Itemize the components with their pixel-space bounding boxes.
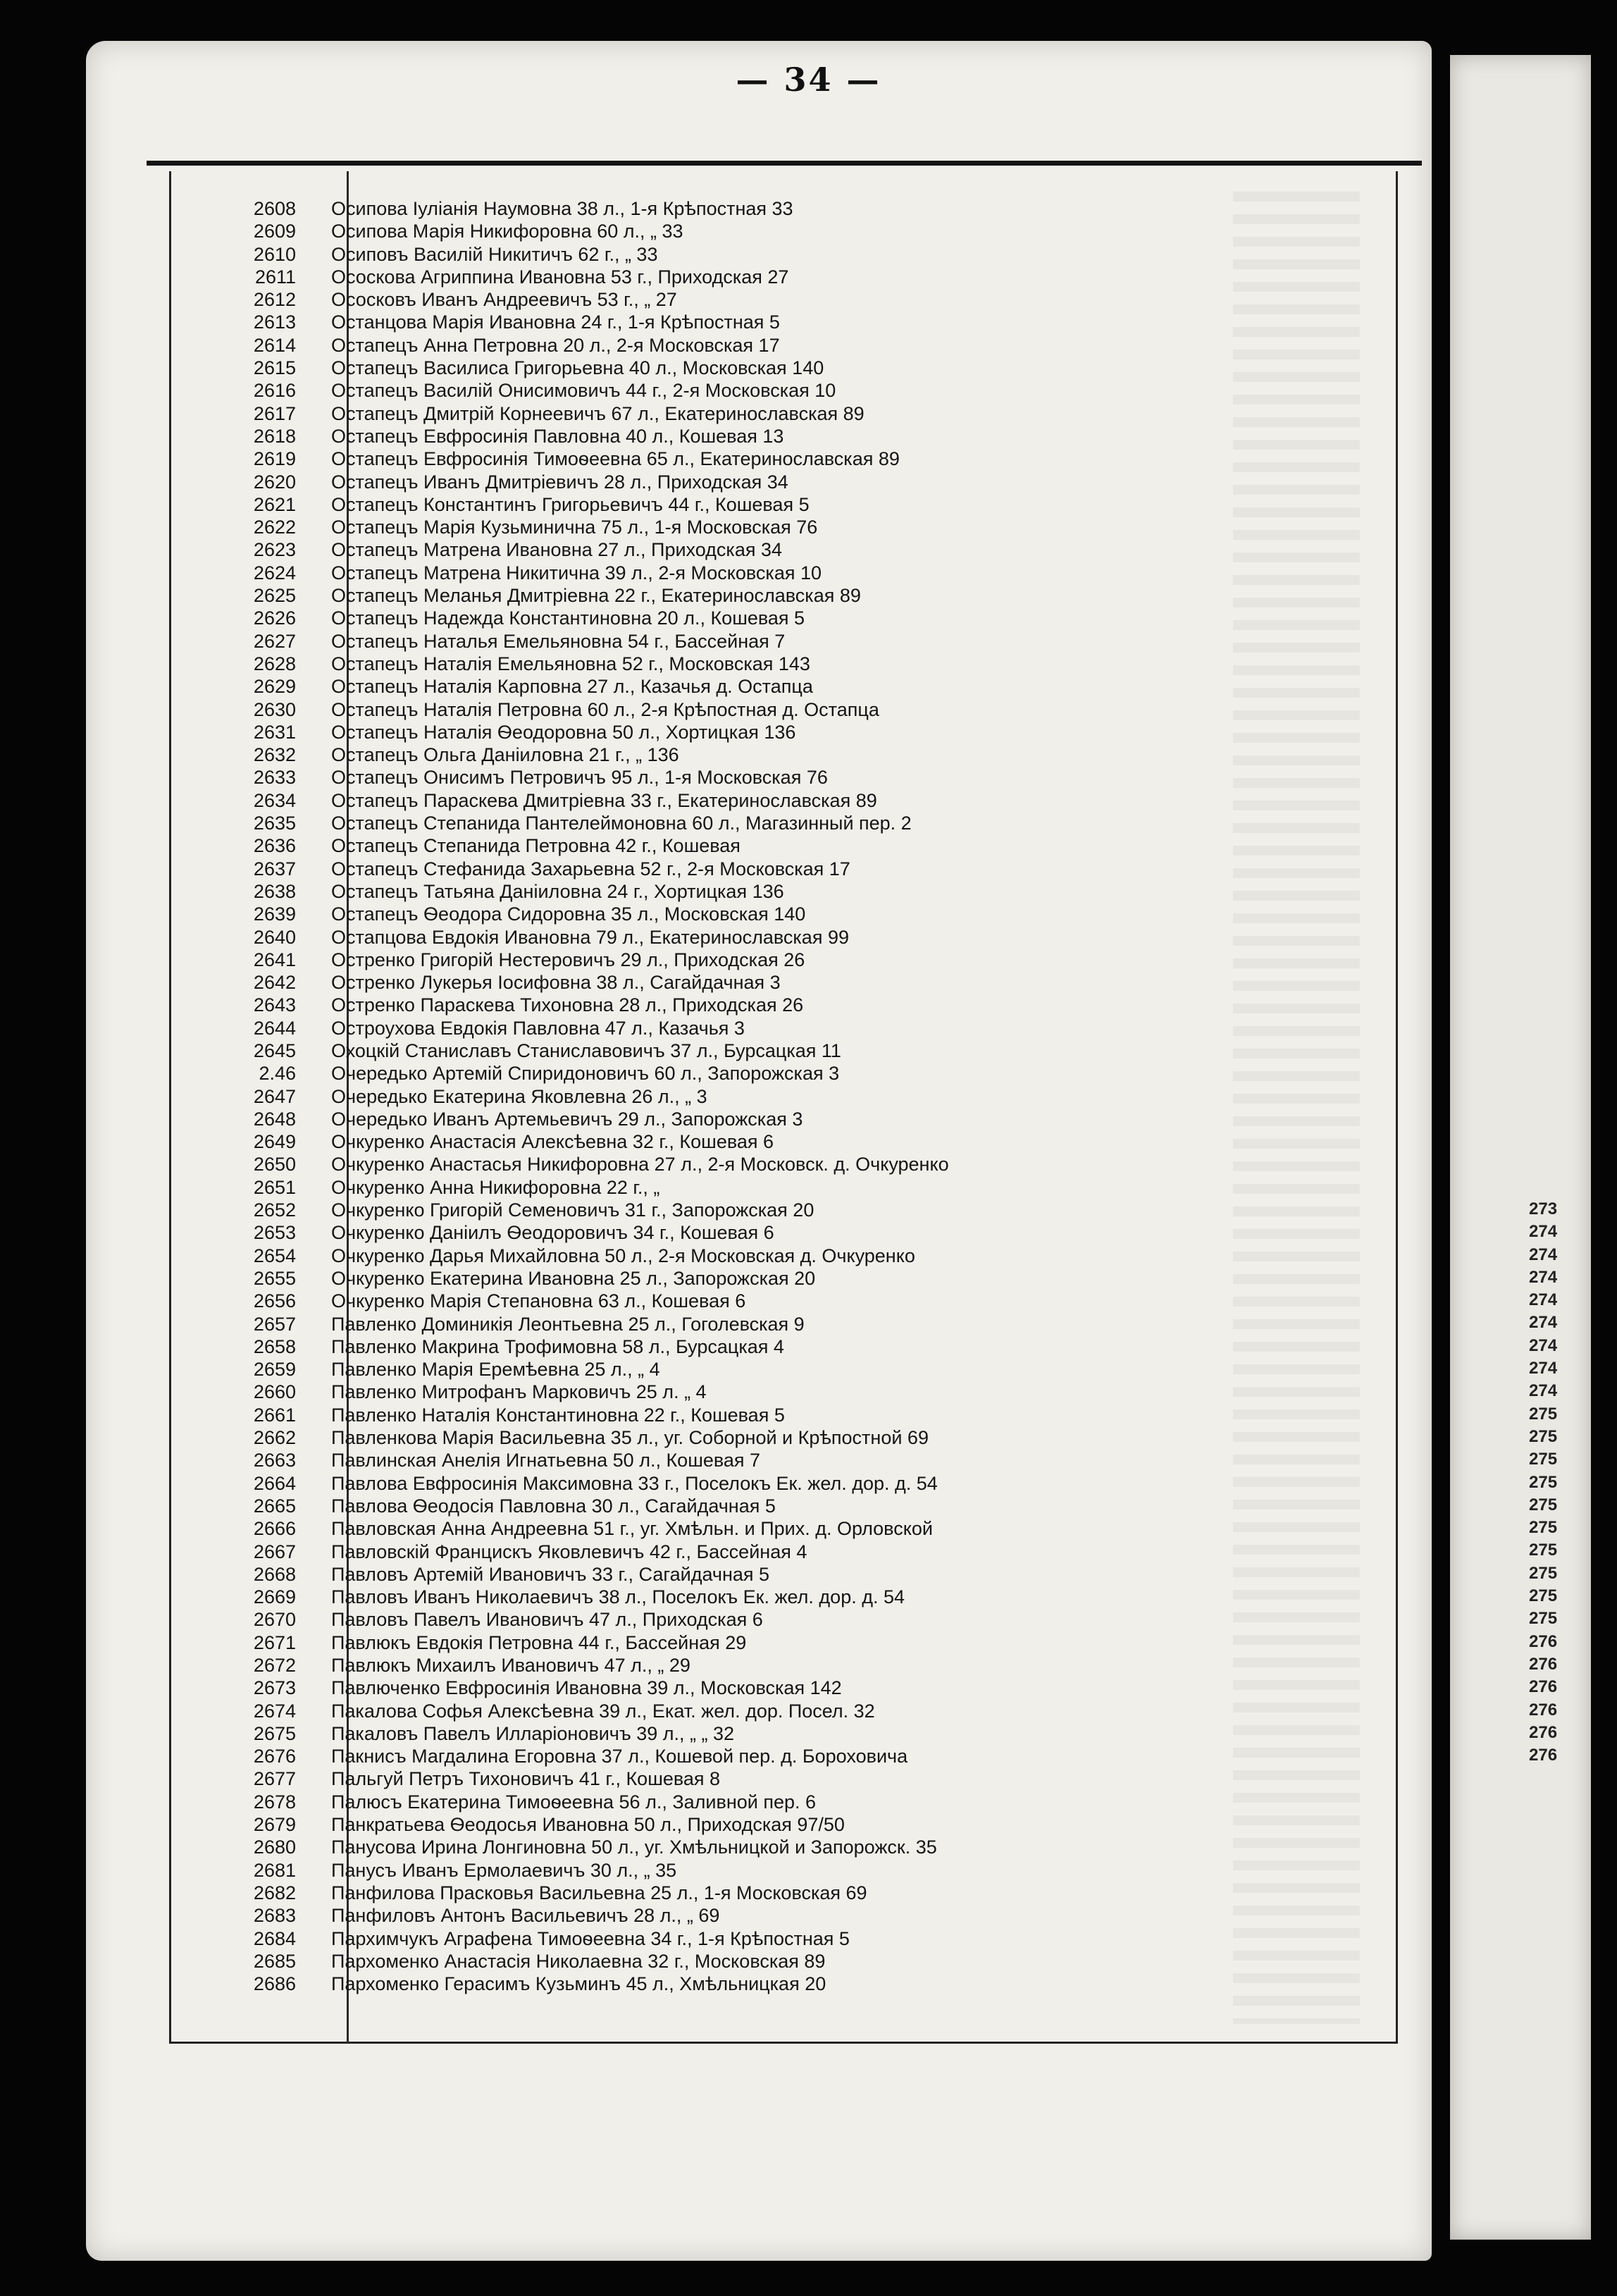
entry-text: Остапецъ Татьяна Даніиловна 24 г., Хортицкая 136 [331, 880, 784, 902]
entry-number: 2685 [253, 1950, 296, 1972]
entry-text: Павленко Марія Еремѣевна 25 л., „ 4 [331, 1359, 660, 1381]
entry-number: 2620 [253, 471, 296, 493]
entry-text: Ососковъ Иванъ Андреевичъ 53 г., „ 27 [331, 289, 677, 311]
adjacent-page-number: 274 [1529, 1313, 1558, 1333]
entry-number: 2640 [253, 926, 296, 948]
entry-number: 2623 [253, 539, 296, 561]
list-item [169, 858, 1367, 880]
entry-number: 2666 [253, 1518, 296, 1540]
entry-text: Остапецъ Евфросинія Тимоѳеевна 65 л., Екатеринославская 89 [331, 448, 900, 470]
entry-number: 2649 [253, 1131, 296, 1153]
entry-text: Остапцова Евдокія Ивановна 79 л., Екатеринославская 99 [331, 926, 849, 948]
entry-text: Остапецъ Степанида Петровна 42 г., Кошевая [331, 835, 741, 857]
entry-text: Очкуренко Григорій Семеновичъ 31 г., Запорожская 20 [331, 1199, 814, 1221]
entry-number: 2661 [253, 1404, 296, 1426]
header-rule [147, 161, 1422, 166]
entry-text: Пальгуй Петръ Тихоновичъ 41 г., Кошевая 8 [331, 1768, 721, 1790]
entry-text: Пакнисъ Магдалина Егоровна 37 л., Кошевой пер. д. Бороховича [331, 1746, 908, 1767]
list-item [169, 698, 1367, 721]
entry-number: 2628 [253, 653, 296, 674]
list-item [169, 1085, 1367, 1108]
entry-text: Остапецъ Параскева Дмитріевна 33 г., Екатеринославская 89 [331, 789, 877, 811]
list-item [169, 266, 1367, 288]
adjacent-page-number: 274 [1529, 1359, 1558, 1378]
entry-text: Палюсъ Екатерина Тимоѳеевна 56 л., Заливной пер. 6 [331, 1791, 817, 1813]
entry-text: Павловскій Францискъ Яковлевичъ 42 г., Бассейная 4 [331, 1541, 807, 1562]
entry-text: Пакалова Софья Алексѣевна 39 л., Екат. жел. дор. Посел. 32 [331, 1700, 875, 1722]
list-item [169, 1859, 1367, 1882]
list-item [169, 1130, 1367, 1153]
entry-number: 2674 [253, 1700, 296, 1722]
list-item [169, 1221, 1367, 1244]
list-item [169, 584, 1367, 607]
adjacent-page-number: 275 [1529, 1404, 1558, 1424]
entry-text: Очередько Иванъ Артемьевичъ 29 л., Запорожская 3 [331, 1108, 803, 1130]
entry-text: Павлюкъ Евдокія Петровна 44 г., Бассейная 29 [331, 1631, 747, 1653]
entry-number: 2632 [253, 744, 296, 766]
entry-text: Охоцкій Станиславъ Станиславовичъ 37 л., Бурсацкая 11 [331, 1039, 841, 1061]
entry-text: Павленкова Марія Васильевна 35 л., уг. Соборной и Крѣпостной 69 [331, 1427, 929, 1449]
list-item [169, 1335, 1367, 1358]
entry-number: 2638 [253, 880, 296, 902]
adjacent-page-number: 276 [1529, 1700, 1558, 1720]
list-item [169, 1608, 1367, 1631]
entry-number: 2680 [253, 1837, 296, 1858]
entry-number: 2639 [253, 903, 296, 925]
entry-number: 2619 [253, 448, 296, 470]
list-item [169, 949, 1367, 971]
list-item [169, 834, 1367, 857]
adjacent-page-number: 275 [1529, 1472, 1558, 1492]
entry-number: 2621 [253, 493, 296, 515]
entry-number: 2663 [253, 1450, 296, 1471]
entry-text: Павленко Макрина Трофимовна 58 л., Бурсацкая 4 [331, 1335, 784, 1357]
list-item [169, 630, 1367, 653]
list-item [169, 903, 1367, 925]
list-item [169, 1631, 1367, 1654]
adjacent-page-number: 276 [1529, 1677, 1558, 1697]
entry-number: 2658 [253, 1335, 296, 1357]
entry-text: Пакаловъ Павелъ Илларіоновичъ 39 л., „ „ 32 [331, 1722, 735, 1744]
list-item [169, 1541, 1367, 1563]
list-item [169, 1586, 1367, 1608]
entry-text: Остапецъ Наталія Петровна 60 л., 2-я Крѣпостная д. Остапца [331, 698, 879, 720]
entry-text: Осиповъ Василій Никитичъ 62 г., „ 33 [331, 243, 658, 265]
entry-text: Остапецъ Наталья Емельяновна 54 г., Бассейная 7 [331, 630, 786, 652]
entry-text: Очкуренко Анастасія Алексѣевна 32 г., Кошевая 6 [331, 1131, 774, 1153]
list-item [169, 1039, 1367, 1062]
entry-text: Панфилова Прасковья Васильевна 25 л., 1-я Московская 69 [331, 1882, 867, 1903]
adjacent-page-number: 276 [1529, 1654, 1558, 1674]
list-item [169, 1563, 1367, 1586]
entry-number: 2636 [253, 835, 296, 857]
entry-text: Панкратьева Ѳеодосья Ивановна 50 л., Приходская 97/50 [331, 1814, 845, 1836]
list-item [169, 425, 1367, 448]
entry-number: 2617 [253, 402, 296, 424]
list-item [169, 1904, 1367, 1927]
entry-text: Пархоменко Анастасія Николаевна 32 г., Московская 89 [331, 1950, 826, 1972]
entry-number: 2.46 [259, 1063, 296, 1085]
entry-text: Павленко Наталія Константиновна 22 г., Кошевая 5 [331, 1404, 785, 1426]
entry-number: 2671 [253, 1631, 296, 1653]
list-item [169, 880, 1367, 903]
list-item [169, 402, 1367, 425]
entry-number: 2672 [253, 1655, 296, 1676]
entry-number: 2679 [253, 1814, 296, 1836]
adjacent-page-number: 275 [1529, 1563, 1558, 1583]
page-number: — 34 — [736, 61, 881, 99]
adjacent-page-number: 276 [1529, 1746, 1558, 1765]
entry-number: 2633 [253, 767, 296, 789]
list-item [169, 1950, 1367, 1973]
list-item [169, 1677, 1367, 1699]
entry-number: 2635 [253, 813, 296, 834]
list-item [169, 607, 1367, 629]
list-item [169, 1767, 1367, 1790]
list-item [169, 197, 1367, 220]
entry-number: 2622 [253, 517, 296, 538]
list-item [169, 1358, 1367, 1381]
list-item [169, 1176, 1367, 1199]
entry-text: Остренко Параскева Тихоновна 28 л., Приходская 26 [331, 994, 804, 1016]
entry-text: Останцова Марія Ивановна 24 г., 1-я Крѣпостная 5 [331, 311, 780, 333]
list-item [169, 1404, 1367, 1426]
entry-text: Остапецъ Матрена Никитична 39 л., 2-я Московская 10 [331, 562, 822, 584]
entry-number: 2657 [253, 1313, 296, 1335]
entry-text: Ососкова Агриппина Ивановна 53 г., Приходская 27 [331, 266, 789, 288]
entry-text: Остапецъ Ѳеодора Сидоровна 35 л., Московская 140 [331, 903, 806, 925]
entry-text: Остапецъ Анна Петровна 20 л., 2-я Московская 17 [331, 334, 780, 356]
entry-number: 2664 [253, 1472, 296, 1494]
list-item [169, 1495, 1367, 1517]
adjacent-page-number: 273 [1529, 1199, 1558, 1218]
entry-text: Остапецъ Константинъ Григорьевичъ 44 г., Кошевая 5 [331, 493, 810, 515]
list-item [169, 1313, 1367, 1335]
entry-number: 2668 [253, 1563, 296, 1585]
entry-number: 2637 [253, 858, 296, 879]
entry-text: Остапецъ Матрена Ивановна 27 л., Приходская 34 [331, 539, 783, 561]
list-item [169, 1153, 1367, 1175]
entry-text: Очкуренко Марія Степановна 63 л., Кошевая 6 [331, 1290, 746, 1312]
entry-text: Остапецъ Наталія Ѳеодоровна 50 л., Хортицкая 136 [331, 721, 796, 743]
entry-text: Павлюченко Евфросинія Ивановна 39 л., Московская 142 [331, 1677, 842, 1699]
entry-number: 2610 [253, 243, 296, 265]
adjacent-page-number: 274 [1529, 1222, 1558, 1242]
list-item [169, 311, 1367, 333]
list-item [169, 812, 1367, 834]
entry-text: Очередько Артемій Спиридоновичъ 60 л., Запорожская 3 [331, 1063, 840, 1085]
list-item [169, 1017, 1367, 1039]
entry-number: 2627 [253, 630, 296, 652]
entry-text: Очередько Екатерина Яковлевна 26 л., „ 3 [331, 1085, 707, 1107]
entry-text: Остапецъ Наталія Карповна 27 л., Казачья д. Остапца [331, 676, 813, 698]
list-item [169, 1722, 1367, 1745]
adjacent-page-number: 274 [1529, 1381, 1558, 1401]
entry-text: Панфиловъ Антонъ Васильевичъ 28 л., „ 69 [331, 1905, 720, 1927]
adjacent-page-number: 276 [1529, 1722, 1558, 1742]
list-item [169, 971, 1367, 994]
list-item [169, 1199, 1367, 1221]
list-item [169, 1973, 1367, 1995]
list-item [169, 357, 1367, 379]
entry-number: 2667 [253, 1541, 296, 1562]
entry-number: 2676 [253, 1746, 296, 1767]
entry-text: Осипова Марія Никифоровна 60 л., „ 33 [331, 221, 683, 242]
entry-text: Панусова Ирина Лонгиновна 50 л., уг. Хмѣльницкой и Запорожск. 35 [331, 1837, 937, 1858]
entry-text: Павлинская Анелія Игнатьевна 50 л., Кошевая 7 [331, 1450, 761, 1471]
list-item [169, 1791, 1367, 1813]
entry-text: Павловъ Артемій Ивановичъ 33 г., Сагайдачная 5 [331, 1563, 770, 1585]
adjacent-page-number: 276 [1529, 1631, 1558, 1651]
list-item [169, 379, 1367, 402]
entry-number: 2618 [253, 425, 296, 447]
entry-text: Остренко Лукерья Іосифовна 38 л., Сагайдачная 3 [331, 972, 781, 994]
adjacent-page-number: 274 [1529, 1267, 1558, 1287]
list-item [169, 743, 1367, 766]
entry-text: Очкуренко Анастасья Никифоровна 27 л., 2-я Московск. д. Очкуренко [331, 1154, 949, 1175]
entry-number: 2662 [253, 1427, 296, 1449]
list-item [169, 1290, 1367, 1312]
list-item [169, 334, 1367, 357]
entry-number: 2647 [253, 1085, 296, 1107]
list-item [169, 448, 1367, 470]
list-item [169, 1927, 1367, 1950]
entry-number: 2615 [253, 357, 296, 379]
list-item [169, 1426, 1367, 1449]
entry-number: 2678 [253, 1791, 296, 1813]
entry-number: 2675 [253, 1722, 296, 1744]
entry-text: Остапецъ Надежда Константиновна 20 л., Кошевая 5 [331, 607, 805, 629]
entry-number: 2645 [253, 1039, 296, 1061]
entry-number: 2677 [253, 1768, 296, 1790]
entry-text: Остапецъ Василій Онисимовичъ 44 г., 2-я Московская 10 [331, 380, 836, 402]
list-item [169, 220, 1367, 242]
entry-number: 2655 [253, 1267, 296, 1289]
list-item [169, 675, 1367, 698]
adjacent-page-number: 275 [1529, 1518, 1558, 1538]
entry-text: Павловъ Павелъ Ивановичъ 47 л., Приходская 6 [331, 1609, 763, 1631]
list-item [169, 1745, 1367, 1767]
entry-number: 2650 [253, 1154, 296, 1175]
entry-number: 2681 [253, 1859, 296, 1881]
adjacent-page-number: 274 [1529, 1335, 1558, 1355]
entry-text: Павловская Анна Андреевна 51 г., уг. Хмѣльн. и Прих. д. Орловской [331, 1518, 933, 1540]
list-item [169, 538, 1367, 561]
adjacent-page-numbers [1529, 1198, 1571, 1767]
entry-text: Остапецъ Онисимъ Петровичъ 95 л., 1-я Московская 76 [331, 767, 828, 789]
list-item [169, 1836, 1367, 1858]
entry-text: Пархимчукъ Аграфена Тимоѳеевна 34 г., 1-я Крѣпостная 5 [331, 1927, 850, 1949]
list-item [169, 1062, 1367, 1085]
adjacent-page-strip [1450, 55, 1591, 2240]
entry-number: 2683 [253, 1905, 296, 1927]
adjacent-page-number: 274 [1529, 1290, 1558, 1310]
list-item [169, 471, 1367, 493]
adjacent-page-number: 275 [1529, 1426, 1558, 1446]
entry-number: 2626 [253, 607, 296, 629]
entry-number: 2652 [253, 1199, 296, 1221]
list-item [169, 926, 1367, 949]
adjacent-page-number: 275 [1529, 1495, 1558, 1514]
entry-number: 2613 [253, 311, 296, 333]
entry-number: 2611 [254, 266, 296, 288]
entry-text: Остроухова Евдокія Павловна 47 л., Казачья 3 [331, 1017, 745, 1039]
list-item [169, 1517, 1367, 1540]
entry-text: Остапецъ Меланья Дмитріевна 22 г., Екатеринославская 89 [331, 585, 861, 607]
directory-list [169, 197, 1367, 1995]
entry-text: Павлова Евфросинія Максимовна 33 г., Поселокъ Ек. жел. дор. д. 54 [331, 1472, 938, 1494]
entry-number: 2665 [253, 1495, 296, 1517]
entry-text: Панусъ Иванъ Ермолаевичъ 30 л., „ 35 [331, 1859, 677, 1881]
entry-number: 2673 [253, 1677, 296, 1699]
entry-number: 2641 [253, 949, 296, 970]
entry-text: Очкуренко Даніилъ Ѳеодоровичъ 34 г., Кошевая 6 [331, 1222, 774, 1244]
adjacent-page-number: 275 [1529, 1609, 1558, 1629]
list-item [169, 243, 1367, 266]
entry-text: Остапецъ Марія Кузьминична 75 л., 1-я Московская 76 [331, 517, 818, 538]
list-item [169, 1381, 1367, 1403]
entry-text: Очкуренко Дарья Михайловна 50 л., 2-я Московская д. Очкуренко [331, 1245, 915, 1266]
entry-text: Павлюкъ Михаилъ Ивановичъ 47 л., „ 29 [331, 1655, 690, 1676]
entry-number: 2630 [253, 698, 296, 720]
entry-text: Остапецъ Наталія Емельяновна 52 г., Московская 143 [331, 653, 810, 674]
entry-number: 2684 [253, 1927, 296, 1949]
list-item [169, 1882, 1367, 1904]
entry-number: 2612 [253, 289, 296, 311]
list-item [169, 288, 1367, 311]
entry-text: Очкуренко Анна Никифоровна 22 г., „ [331, 1176, 660, 1198]
entry-number: 2654 [253, 1245, 296, 1266]
entry-text: Осипова Іуліанія Наумовна 38 л., 1-я Крѣпостная 33 [331, 198, 793, 219]
list-item [169, 994, 1367, 1016]
entry-number: 2660 [253, 1381, 296, 1403]
entry-number: 2608 [253, 198, 296, 219]
entry-text: Павленко Митрофанъ Марковичъ 25 л. „ 4 [331, 1381, 707, 1403]
list-item [169, 1700, 1367, 1722]
entry-text: Остапецъ Стефанида Захарьевна 52 г., 2-я Московская 17 [331, 858, 850, 879]
entry-number: 2643 [253, 994, 296, 1016]
adjacent-page-number: 275 [1529, 1586, 1558, 1606]
list-item [169, 1108, 1367, 1130]
list-item [169, 789, 1367, 812]
entry-number: 2670 [253, 1609, 296, 1631]
list-item [169, 493, 1367, 516]
entry-number: 2651 [253, 1176, 296, 1198]
entry-text: Остапецъ Дмитрій Корнеевичъ 67 л., Екатеринославская 89 [331, 402, 865, 424]
entry-number: 2653 [253, 1222, 296, 1244]
list-item [169, 1449, 1367, 1471]
list-item [169, 721, 1367, 743]
entry-number: 2625 [253, 585, 296, 607]
entry-text: Остапецъ Василиса Григорьевна 40 л., Московская 140 [331, 357, 824, 379]
list-item [169, 1472, 1367, 1495]
entry-text: Остапецъ Ольга Даніиловна 21 г., „ 136 [331, 744, 679, 766]
entry-text: Остапецъ Степанида Пантелеймоновна 60 л., Магазинный пер. 2 [331, 813, 912, 834]
adjacent-page-number: 275 [1529, 1541, 1558, 1560]
list-item [169, 1813, 1367, 1836]
entry-text: Павленко Доминикія Леонтьевна 25 л., Гоголевская 9 [331, 1313, 805, 1335]
entry-text: Остренко Григорій Нестеровичъ 29 л., Приходская 26 [331, 949, 805, 970]
entry-text: Пархоменко Герасимъ Кузьминъ 45 л., Хмѣльницкая 20 [331, 1973, 826, 1995]
list-item [169, 1245, 1367, 1267]
adjacent-page-number: 274 [1529, 1245, 1558, 1264]
entry-number: 2659 [253, 1359, 296, 1381]
list-item [169, 1654, 1367, 1677]
entry-number: 2609 [253, 221, 296, 242]
entry-number: 2634 [253, 789, 296, 811]
list-item [169, 562, 1367, 584]
entry-text: Павлова Ѳеодосія Павловна 30 л., Сагайдачная 5 [331, 1495, 776, 1517]
list-item [169, 1267, 1367, 1290]
entry-text: Павловъ Иванъ Николаевичъ 38 л., Поселокъ Ек. жел. дор. д. 54 [331, 1586, 905, 1608]
entry-number: 2648 [253, 1108, 296, 1130]
list-item [169, 653, 1367, 675]
entry-number: 2631 [253, 721, 296, 743]
list-item [169, 766, 1367, 789]
entry-text: Остапецъ Евфросинія Павловна 40 л., Кошевая 13 [331, 425, 784, 447]
entry-number: 2644 [253, 1017, 296, 1039]
entry-text: Очкуренко Екатерина Ивановна 25 л., Запорожская 20 [331, 1267, 816, 1289]
entry-number: 2669 [253, 1586, 296, 1608]
adjacent-page-number: 275 [1529, 1450, 1558, 1469]
entry-number: 2624 [253, 562, 296, 584]
list-item [169, 516, 1367, 538]
entry-number: 2616 [253, 380, 296, 402]
entry-number: 2682 [253, 1882, 296, 1903]
entry-text: Остапецъ Иванъ Дмитріевичъ 28 л., Приходская 34 [331, 471, 788, 493]
entry-number: 2686 [253, 1973, 296, 1995]
entry-number: 2656 [253, 1290, 296, 1312]
entry-number: 2642 [253, 972, 296, 994]
entry-number: 2629 [253, 676, 296, 698]
entry-number: 2614 [253, 334, 296, 356]
